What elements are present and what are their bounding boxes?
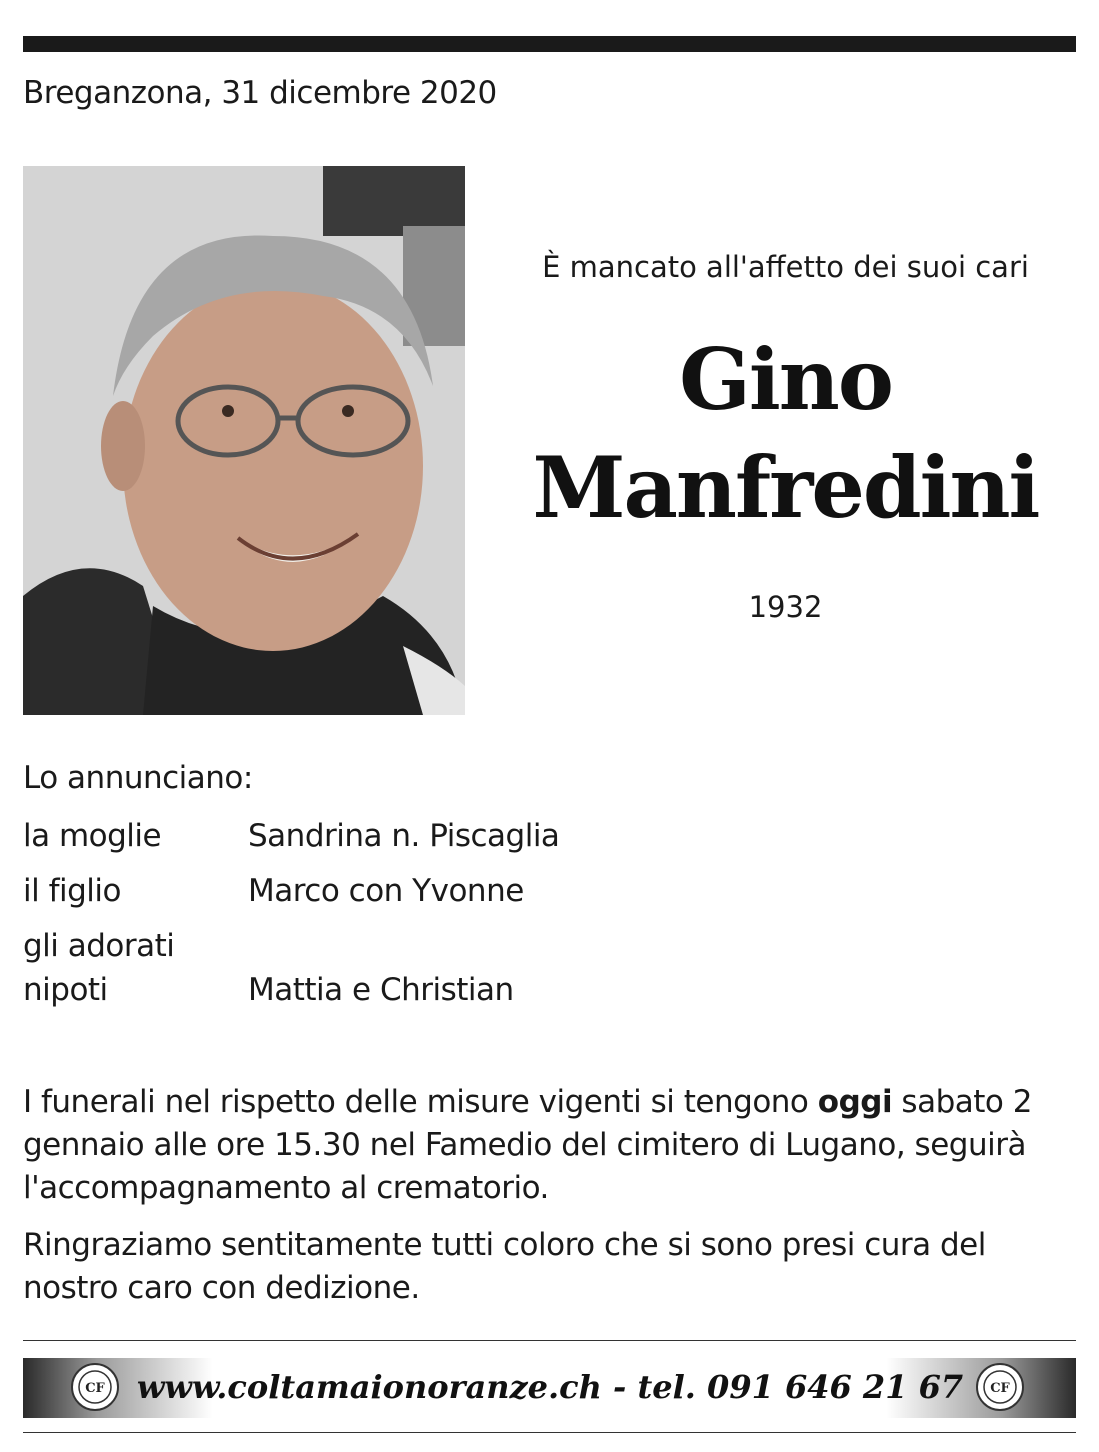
family-names: Sandrina n. Piscaglia — [248, 818, 560, 854]
intro-text: È mancato all'affetto dei suoi cari — [542, 250, 1029, 284]
family-role-line: nipoti — [23, 972, 108, 1008]
deceased-first-name: Gino — [679, 330, 892, 429]
family-role: il figlio — [23, 873, 121, 909]
family-row — [23, 924, 723, 1012]
seal-letters: CF — [990, 1381, 1010, 1396]
top-rule — [23, 36, 1076, 52]
family-list — [23, 814, 723, 1012]
funeral-emphasis: oggi — [817, 1084, 893, 1120]
portrait-photo — [23, 166, 465, 715]
seal-icon — [975, 1362, 1025, 1412]
footer-rule-bottom — [23, 1432, 1076, 1433]
funeral-info — [23, 1081, 1073, 1210]
footer-rule-top — [23, 1340, 1076, 1341]
announce-title: Lo annunciano: — [23, 760, 253, 796]
portrait-illustration — [23, 166, 465, 715]
funeral-text: sabato 2 gennaio alle ore 15.30 nel Famedio del cimitero di Lugano, seguirà l'accompagnamento al crematorio. — [23, 1084, 1032, 1206]
family-role — [23, 924, 248, 1012]
seal-icon — [70, 1362, 120, 1412]
family-names: Mattia e Christian — [248, 972, 514, 1008]
family-row — [23, 869, 723, 913]
family-row — [23, 814, 723, 858]
birth-year: 1932 — [748, 590, 823, 624]
footer-contact: www.coltamaionoranze.ch - tel. 091 646 21 67 — [136, 1368, 964, 1406]
family-role-line: gli adorati — [23, 928, 175, 964]
place-date: Breganzona, 31 dicembre 2020 — [23, 75, 497, 111]
family-names: Marco con Yvonne — [248, 873, 524, 909]
seal-letters: CF — [85, 1381, 105, 1396]
funeral-text: I funerali nel rispetto delle misure vigenti si tengono — [23, 1084, 818, 1120]
deceased-last-name: Manfredini — [532, 438, 1039, 537]
family-role: la moglie — [23, 818, 162, 854]
thanks-text: Ringraziamo sentitamente tutti coloro che si sono presi cura del nostro caro con dedizione. — [23, 1227, 986, 1306]
